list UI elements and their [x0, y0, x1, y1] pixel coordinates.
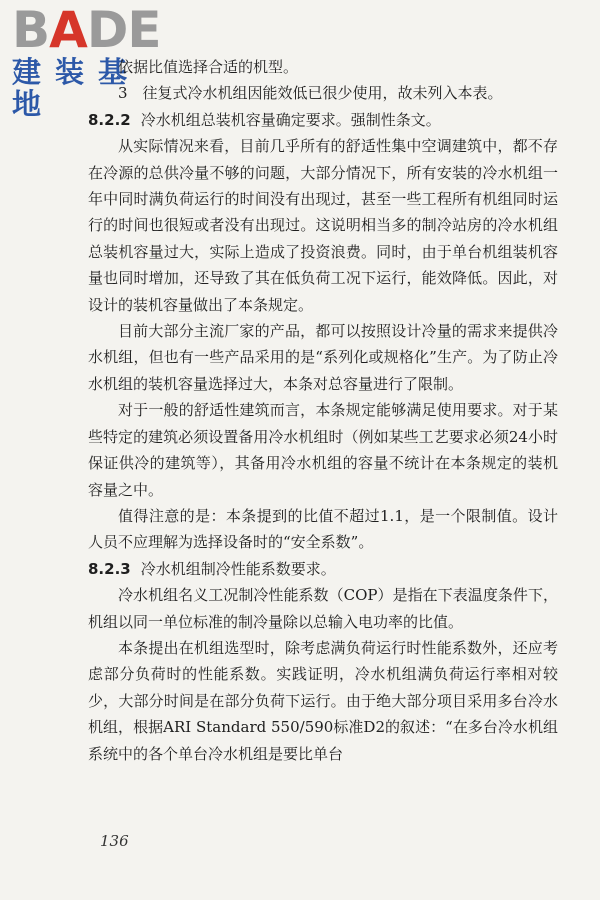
logo-subtitle: 建装基地 [12, 55, 142, 121]
section-heading-8-2-2: 8.2.2 冷水机组总装机容量确定要求。强制性条文。 [88, 110, 441, 129]
paragraph: 对于一般的舒适性建筑而言，本条规定能够满足使用要求。对于某些特定的建筑必须设置备用冷水机组时（例如某些工艺要求必须24小时保证供冷的建筑等），其备用冷水机组的容量不统计在本条规定的装机容量之中。 [88, 401, 558, 499]
page-number: 136 [100, 832, 129, 850]
paragraph: 冷水机组名义工况制冷性能系数（COP）是指在下表温度条件下，机组以同一单位标准的制冷量除以总输入电功率的比值。 [88, 586, 558, 631]
paragraph: 本条提出在机组选型时，除考虑满负荷运行时性能系数外，还应考虑部分负荷时的性能系数。实践证明，冷水机组满负荷运行率相对较少，大部分时间是在部分负荷下运行。由于绝大部分项目采用多台冷水机组，根据ARI Standard 550/590标准D2的叙述：“在多台冷水机组系统中的各个单台冷水机组是要比单台 [88, 638, 558, 763]
section-heading-8-2-3: 8.2.3 冷水机组制冷性能系数要求。 [88, 559, 336, 578]
paragraph: 目前大部分主流厂家的产品，都可以按照设计冷量的需求来提供冷水机组，但也有一些产品采用的是“系列化或规格化”生产。为了防止冷水机组的装机容量选择过大，本条对总容量进行了限制。 [88, 322, 558, 393]
logo-wordmark: BADE [12, 1, 161, 59]
paragraph: 值得注意的是：本条提到的比值不超过1.1，是一个限制值。设计人员不应理解为选择设备时的“安全系数”。 [88, 506, 558, 552]
page-body [88, 54, 558, 767]
list-item-fragment: 依据比值选择合适的机型。 [118, 58, 299, 76]
list-item-3: 3 往复式冷水机组因能效低已很少使用，故未列入本表。 [118, 84, 503, 103]
paragraph: 从实际情况来看，目前几乎所有的舒适性集中空调建筑中，都不存在冷源的总供冷量不够的问题，大部分情况下，所有安装的冷水机组一年中同时满负荷运行的时间没有出现过，甚至一些工程所有机组同时运行的时间也很短或者没有出现过。这说明相当多的制冷站房的冷水机组总装机容量过大，实际上造成了投资浪费。同时，由于单台机组装机容量也同时增加，还导致了其在低负荷工况下运行，能效降低。因此，对设计的装机容量做出了本条规定。 [88, 137, 558, 314]
